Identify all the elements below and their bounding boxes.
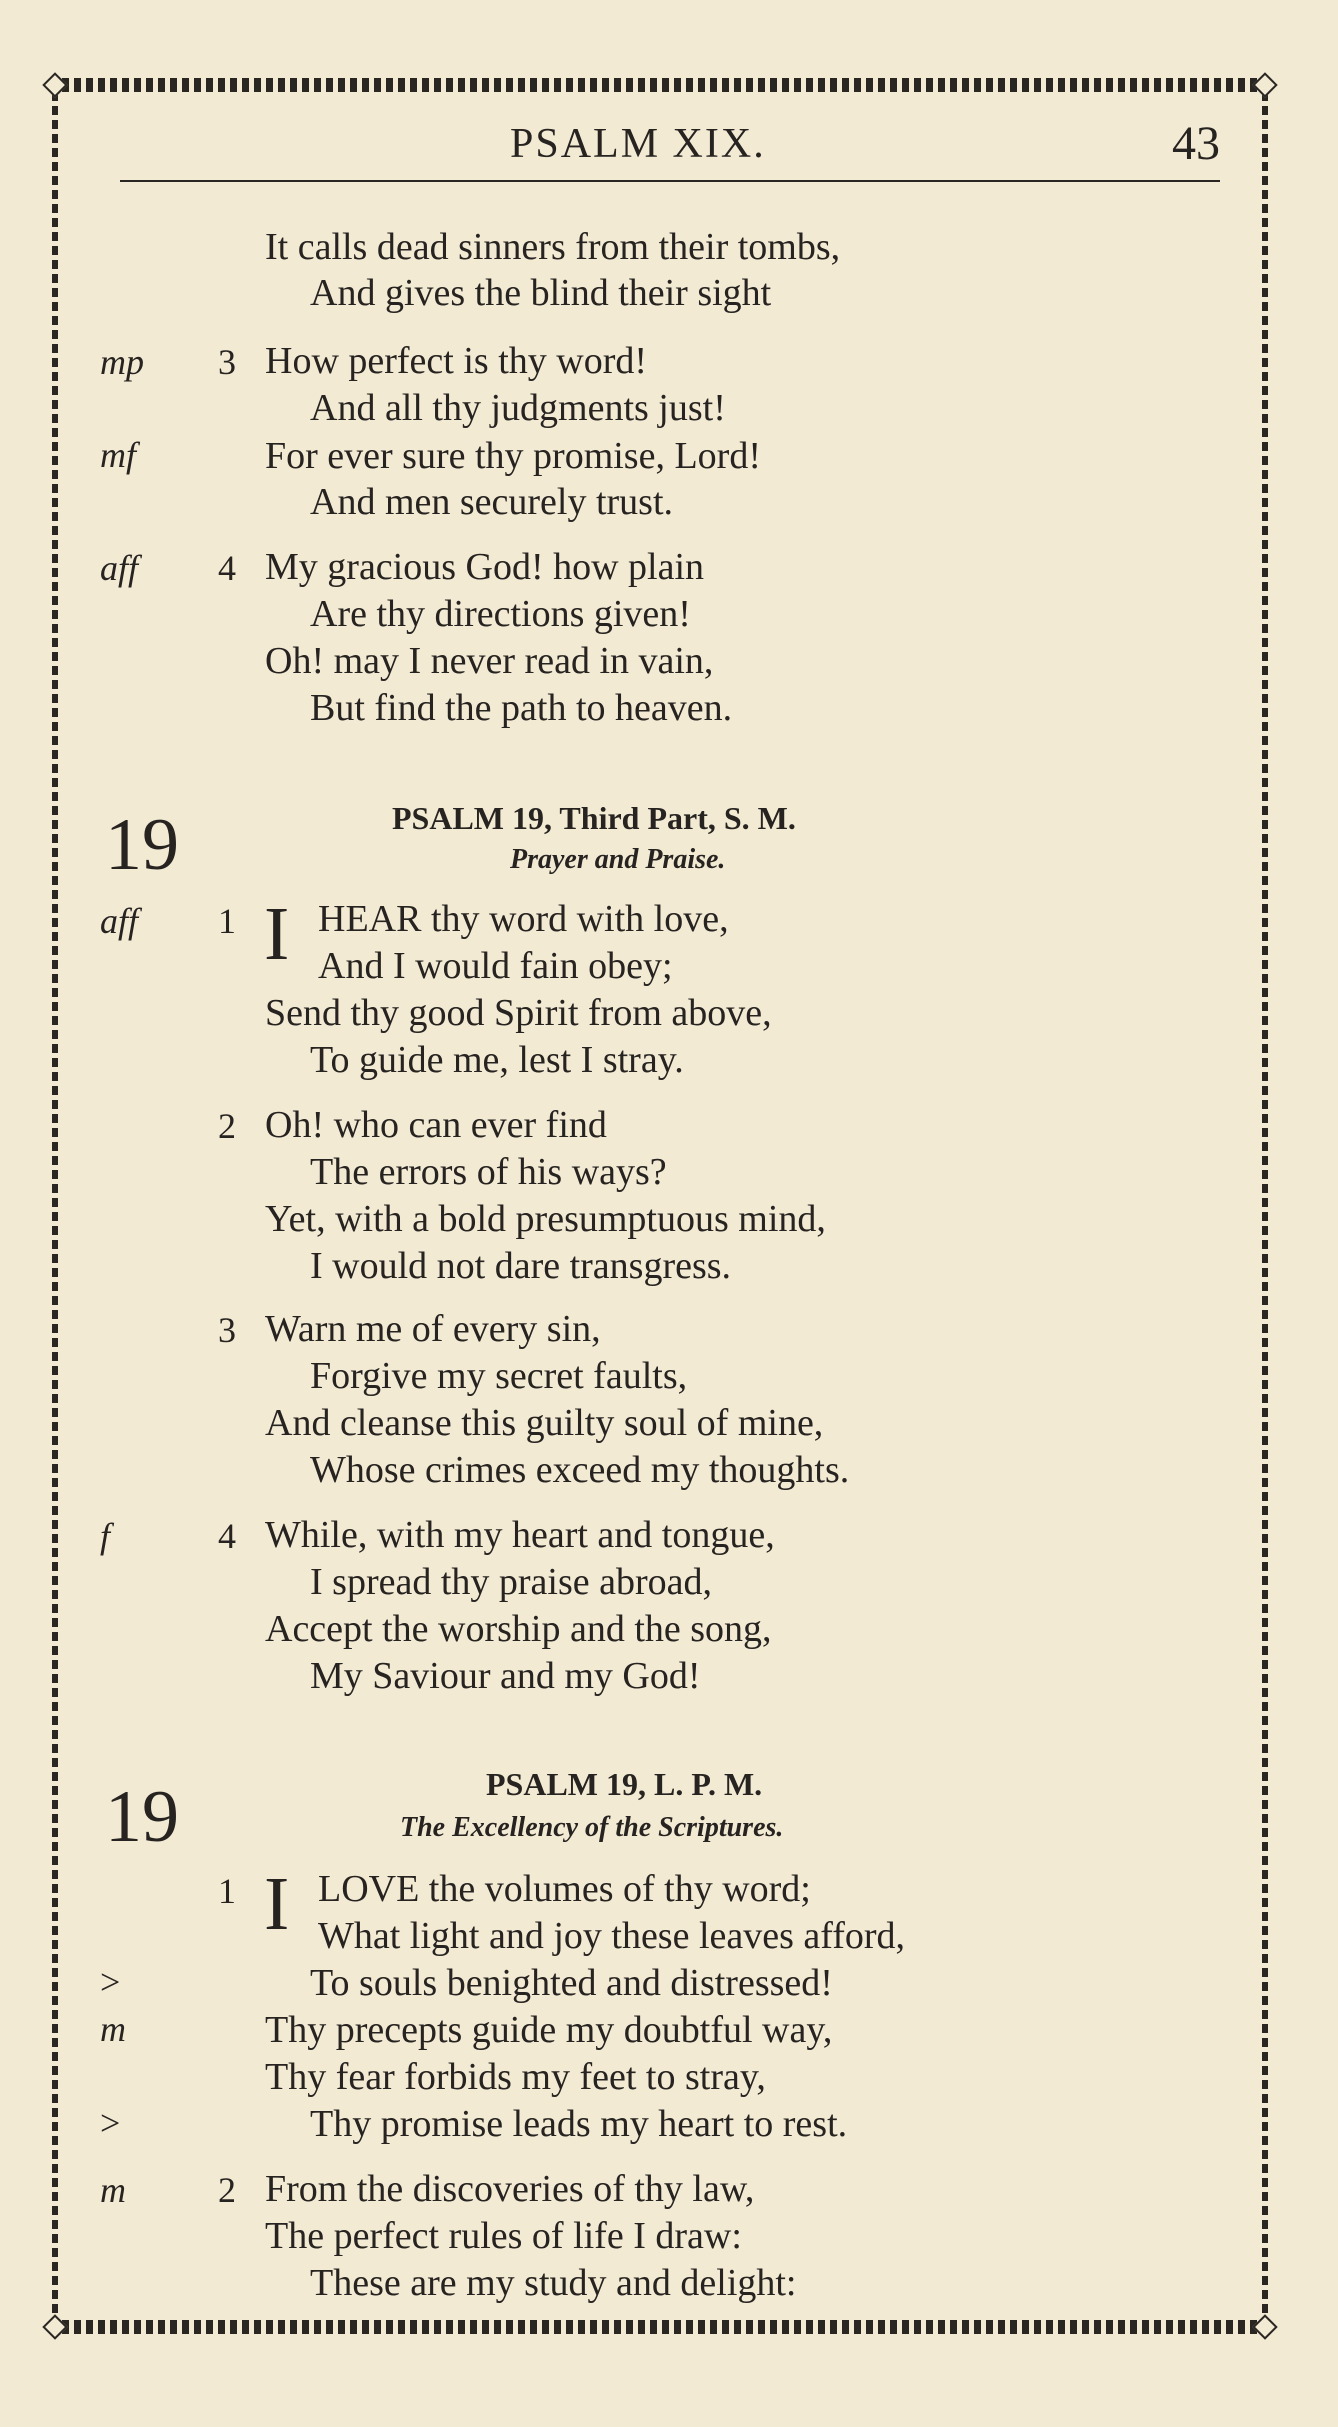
dynamic-mark: f [100, 1516, 111, 1556]
verse-line: Thy promise leads my heart to rest. [310, 2103, 848, 2145]
verse-number: 4 [218, 1516, 236, 1556]
right-border [1262, 92, 1268, 2320]
verse-line: The errors of his ways? [310, 1151, 667, 1193]
hymn-number: 19 [105, 1776, 179, 1858]
header-title: PSALM XIX. [510, 121, 766, 167]
verse-line: Thy fear forbids my feet to stray, [265, 2056, 766, 2098]
verse-line: What light and joy these leaves afford, [318, 1915, 906, 1957]
verse-line: To guide me, lest I stray. [310, 1039, 684, 1081]
verse-line: And gives the blind their sight [310, 272, 772, 314]
verse-line: While, with my heart and tongue, [265, 1514, 775, 1556]
verse-line: These are my study and delight: [310, 2262, 797, 2304]
verse-line: Are thy directions given! [310, 593, 691, 635]
dynamic-mark: mp [100, 342, 144, 382]
dynamic-mark: mf [100, 435, 136, 475]
hymn-title: PSALM 19, L. P. M. [486, 1766, 763, 1802]
hymn-number: 19 [105, 804, 179, 886]
verse-number: 4 [218, 548, 236, 588]
drop-cap: I [264, 892, 290, 976]
verse-number: 3 [218, 1310, 236, 1350]
verse-line: HEAR thy word with love, [318, 898, 729, 940]
verse-line: LOVE the volumes of thy word; [318, 1868, 811, 1910]
verse-line: For ever sure thy promise, Lord! [265, 435, 761, 477]
verse-line: And all thy judgments just! [310, 387, 726, 429]
verse-line: Oh! may I never read in vain, [265, 640, 714, 682]
verse-line: How perfect is thy word! [265, 340, 648, 382]
corner-ornament [1252, 2314, 1277, 2339]
verse-line: It calls dead sinners from their tombs, [265, 226, 841, 268]
hymn-title: PSALM 19, Third Part, S. M. [392, 800, 796, 836]
corner-ornament [42, 72, 67, 97]
dynamic-mark: m [100, 2009, 126, 2049]
verse-line: But find the path to heaven. [310, 687, 733, 729]
running-header [120, 110, 1220, 182]
dynamic-mark: m [100, 2170, 126, 2210]
verse-line: And men securely trust. [310, 481, 674, 523]
drop-cap: I [264, 1862, 290, 1946]
accent-mark: > [100, 2103, 121, 2143]
verse-number: 2 [218, 2170, 236, 2210]
corner-ornament [42, 2314, 67, 2339]
verse-line: Oh! who can ever find [265, 1104, 607, 1146]
left-border [52, 92, 58, 2320]
verse-line: My gracious God! how plain [265, 546, 705, 588]
verse-number: 1 [218, 901, 236, 941]
hymn-subtitle: The Excellency of the Scriptures. [400, 1812, 784, 1843]
corner-ornament [1252, 72, 1277, 97]
verse-line: And cleanse this guilty soul of mine, [265, 1402, 824, 1444]
verse-line: Whose crimes exceed my thoughts. [310, 1449, 850, 1491]
verse-line: Send thy good Spirit from above, [265, 992, 772, 1034]
verse-line: My Saviour and my God! [310, 1655, 701, 1697]
verse-number: 1 [218, 1871, 236, 1911]
verse-line: Yet, with a bold presumptuous mind, [265, 1198, 826, 1240]
verse-line: Forgive my secret faults, [310, 1355, 688, 1397]
verse-line: Warn me of every sin, [265, 1308, 601, 1350]
verse-line: Accept the worship and the song, [265, 1608, 772, 1650]
top-border [50, 78, 1270, 92]
verse-number: 2 [218, 1106, 236, 1146]
verse-line: And I would fain obey; [318, 945, 673, 987]
page-number: 43 [1172, 117, 1220, 170]
accent-mark: > [100, 1962, 121, 2002]
verse-line: I would not dare transgress. [310, 1245, 732, 1287]
verse-number: 3 [218, 342, 236, 382]
verse-line: To souls benighted and distressed! [310, 1962, 833, 2004]
verse-line: The perfect rules of life I draw: [265, 2215, 742, 2257]
dynamic-mark: aff [100, 548, 139, 588]
verse-line: Thy precepts guide my doubtful way, [265, 2009, 833, 2051]
dynamic-mark: aff [100, 901, 139, 941]
verse-line: I spread thy praise abroad, [310, 1561, 713, 1603]
verse-line: From the discoveries of thy law, [265, 2168, 755, 2210]
bottom-border [50, 2320, 1270, 2334]
hymn-subtitle: Prayer and Praise. [510, 844, 726, 875]
